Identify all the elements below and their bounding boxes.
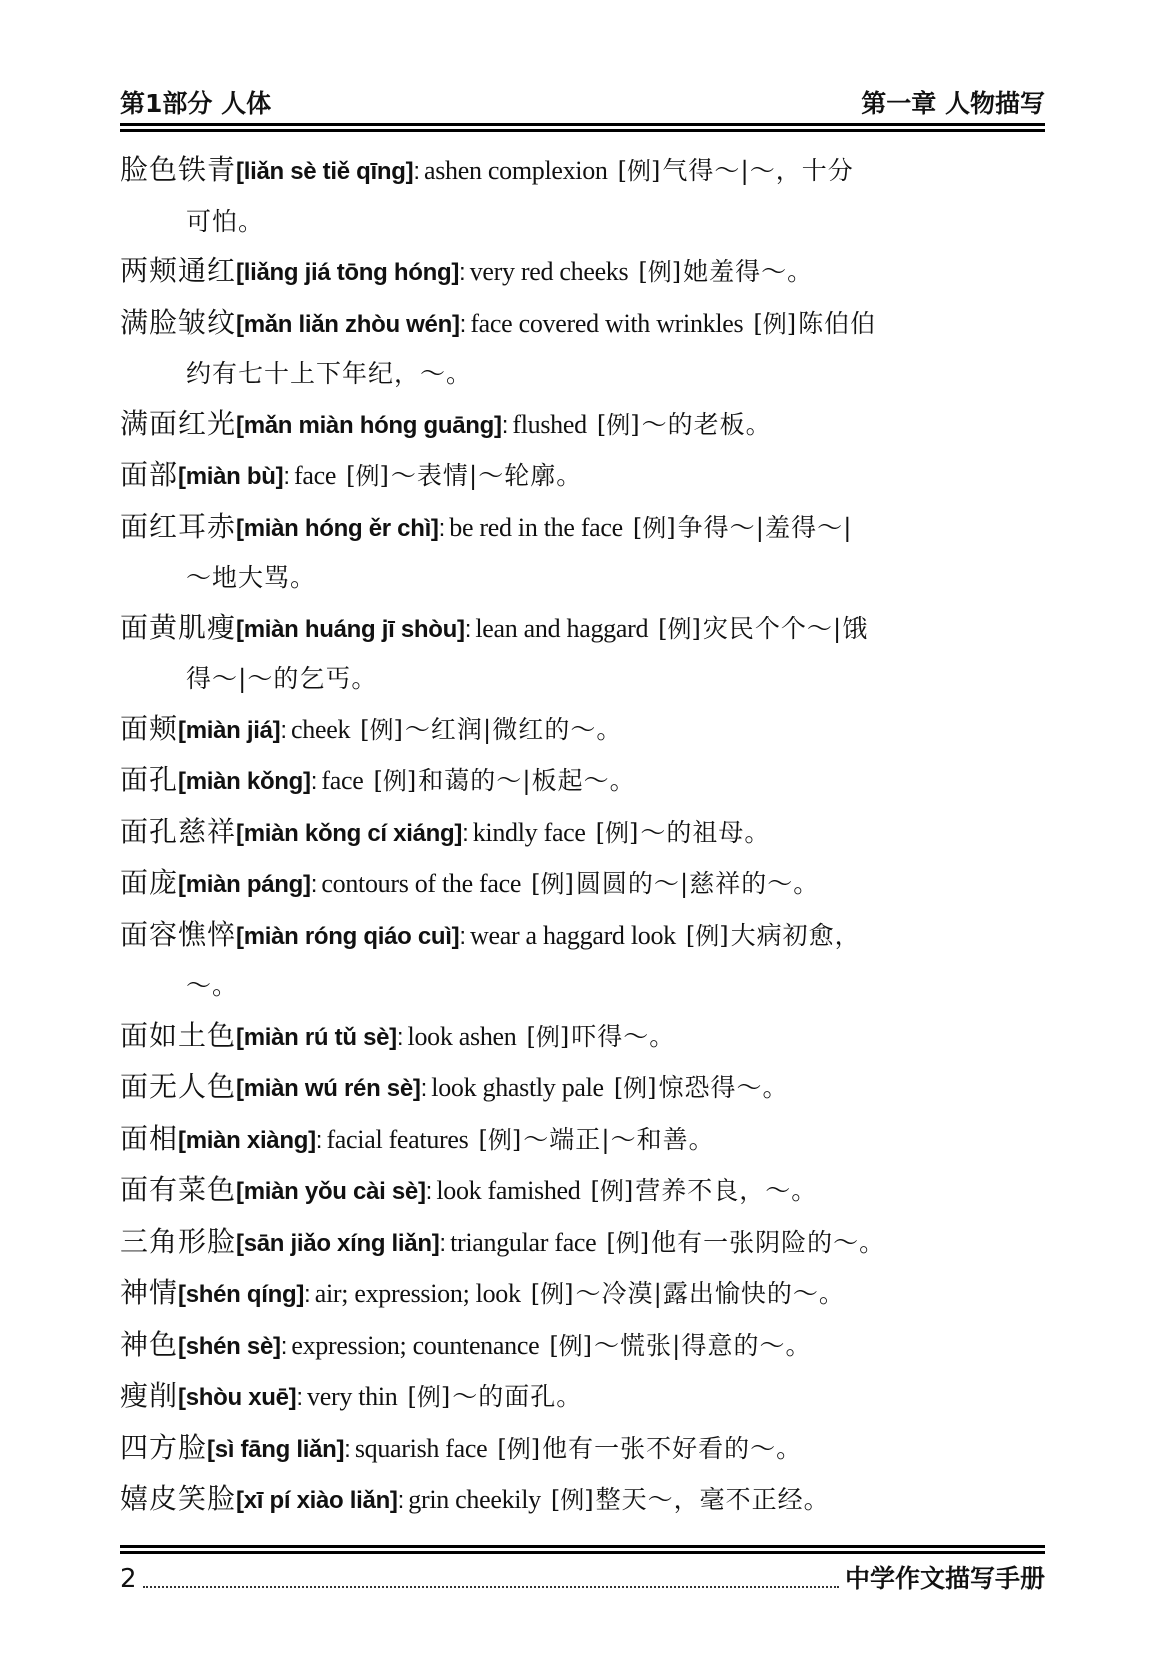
example-label: [例] bbox=[530, 1280, 574, 1308]
entry-headword: 面黄肌瘦 bbox=[120, 610, 237, 644]
example-label: [例] bbox=[606, 1228, 650, 1257]
entry-gloss: look ghastly pale bbox=[431, 1073, 604, 1102]
dictionary-entry bbox=[120, 603, 1045, 704]
entry-headword: 两颊通红 bbox=[120, 254, 237, 287]
dictionary-entry bbox=[120, 755, 1045, 807]
entry-pinyin: [mǎn miàn hóng guāng] bbox=[236, 411, 502, 439]
entry-gloss: ashen complexion bbox=[423, 156, 608, 185]
entry-example-continuation: 得～|～的乞丐。 bbox=[186, 664, 378, 693]
example-label: [例] bbox=[638, 258, 682, 286]
entry-headword: 面庞 bbox=[120, 866, 179, 899]
example-label: [例] bbox=[346, 462, 389, 490]
entry-colon: : bbox=[438, 514, 446, 542]
entry-headword: 脸色铁青 bbox=[120, 153, 237, 186]
entry-pinyin: [miàn yǒu cài sè] bbox=[236, 1178, 426, 1205]
entry-colon: : bbox=[459, 922, 467, 950]
entry-gloss: squarish face bbox=[354, 1433, 488, 1463]
example-label: [例] bbox=[590, 1177, 634, 1205]
dictionary-entry bbox=[120, 704, 1045, 756]
entry-colon: : bbox=[280, 1332, 288, 1360]
entry-example: ～的面孔。 bbox=[452, 1382, 583, 1411]
entry-gloss: grin cheekily bbox=[408, 1485, 541, 1514]
entry-example: 气得～|～，十分 bbox=[662, 156, 854, 185]
entry-pinyin: [miàn rú tǔ sè] bbox=[236, 1023, 397, 1051]
entry-colon: : bbox=[459, 310, 467, 338]
page-footer bbox=[120, 1558, 1045, 1594]
entry-gloss: look famished bbox=[436, 1176, 581, 1205]
entry-pinyin: [miàn hóng ěr chì] bbox=[236, 514, 439, 542]
entry-example: 他有一张阴险的～。 bbox=[651, 1227, 886, 1257]
example-label: [例] bbox=[478, 1125, 522, 1154]
entry-example: ～表情|～轮廓。 bbox=[390, 461, 583, 490]
entry-headword: 满脸皱纹 bbox=[120, 305, 237, 339]
entry-pinyin: [miàn huáng jī shòu] bbox=[236, 615, 465, 643]
example-label: [例] bbox=[658, 614, 701, 643]
entry-headword: 嬉皮笑脸 bbox=[120, 1482, 237, 1515]
entry-gloss: face bbox=[321, 766, 364, 795]
dictionary-entry bbox=[120, 450, 1045, 502]
entry-example: 整天～，毫不正经。 bbox=[595, 1485, 830, 1514]
entry-example: ～的祖母。 bbox=[640, 817, 771, 847]
entry-example: 惊恐得～。 bbox=[658, 1073, 789, 1102]
dictionary-entry bbox=[120, 1165, 1045, 1217]
example-label: [例] bbox=[550, 1486, 594, 1514]
entry-example: 陈伯伯 bbox=[798, 308, 877, 338]
dictionary-entry bbox=[120, 1474, 1045, 1526]
entry-gloss: contours of the face bbox=[321, 869, 522, 898]
entry-example-continuation: ～。 bbox=[186, 971, 239, 1000]
entry-colon: : bbox=[413, 158, 420, 185]
dictionary-entry bbox=[120, 1371, 1045, 1423]
example-label: [例] bbox=[685, 921, 729, 950]
entry-headword: 满面红光 bbox=[120, 406, 237, 440]
example-label: [例] bbox=[617, 157, 661, 185]
example-label: [例] bbox=[531, 870, 574, 898]
entry-pinyin: [miàn wú rén sè] bbox=[236, 1075, 421, 1102]
page-number: 2 bbox=[120, 1564, 137, 1594]
entry-colon: : bbox=[464, 615, 472, 643]
example-label: [例] bbox=[595, 818, 639, 847]
entry-example-continuation: 可怕。 bbox=[186, 206, 265, 236]
entry-pinyin: [shén sè] bbox=[178, 1332, 281, 1360]
entry-example: 大病初愈， bbox=[730, 920, 861, 950]
entry-pinyin: [miàn kǒng] bbox=[178, 768, 311, 795]
entry-colon: : bbox=[462, 819, 469, 847]
example-label: [例] bbox=[753, 309, 797, 338]
entry-pinyin: [miàn xiàng] bbox=[178, 1126, 316, 1154]
entry-colon: : bbox=[425, 1178, 433, 1205]
entry-gloss: very thin bbox=[307, 1382, 398, 1411]
entry-gloss: facial features bbox=[326, 1124, 469, 1154]
dictionary-entry bbox=[120, 1423, 1045, 1475]
entry-example: 她羞得～。 bbox=[683, 257, 814, 286]
entry-colon: : bbox=[397, 1487, 405, 1514]
entry-colon: : bbox=[439, 1229, 447, 1257]
example-label: [例] bbox=[526, 1022, 570, 1051]
entry-headword: 面如土色 bbox=[120, 1018, 237, 1052]
dotted-leader bbox=[143, 1586, 839, 1588]
entry-pinyin: [miàn jiá] bbox=[178, 716, 281, 744]
entry-colon: : bbox=[310, 768, 318, 795]
entry-colon: : bbox=[501, 411, 509, 439]
entry-example: ～的老板。 bbox=[641, 409, 772, 439]
dictionary-entry bbox=[120, 502, 1045, 603]
entry-gloss: face covered with wrinkles bbox=[470, 308, 744, 338]
entry-colon: : bbox=[420, 1075, 428, 1102]
entry-pinyin: [sì fāng liǎn] bbox=[207, 1435, 345, 1463]
entry-gloss: flushed bbox=[512, 409, 587, 439]
dictionary-entry bbox=[120, 858, 1045, 910]
entry-gloss: very red cheeks bbox=[469, 257, 629, 286]
entry-pinyin: [liǎn sè tiě qīng] bbox=[236, 158, 414, 185]
entry-colon: : bbox=[315, 1126, 323, 1154]
entry-example: ～慌张|得意的～。 bbox=[594, 1330, 812, 1360]
dictionary-entry bbox=[120, 1114, 1045, 1166]
example-label: [例] bbox=[360, 715, 403, 744]
example-label: [例] bbox=[373, 767, 417, 795]
entry-headword: 面无人色 bbox=[120, 1070, 237, 1103]
entry-colon: : bbox=[283, 463, 290, 490]
header-rule bbox=[120, 123, 1045, 132]
entry-gloss: look ashen bbox=[407, 1021, 517, 1051]
entry-example: 吓得～。 bbox=[571, 1021, 676, 1051]
entry-colon: : bbox=[310, 871, 318, 898]
entry-gloss: triangular face bbox=[450, 1227, 597, 1257]
entry-headword: 面有菜色 bbox=[120, 1173, 237, 1206]
entry-pinyin: [miàn róng qiáo cuì] bbox=[236, 922, 460, 950]
entry-example: 争得～|羞得～| bbox=[677, 512, 853, 542]
entry-example: 他有一张不好看的～。 bbox=[542, 1433, 803, 1463]
entry-pinyin: [miàn páng] bbox=[178, 871, 311, 898]
entry-example: 营养不良，～。 bbox=[635, 1176, 818, 1205]
entry-headword: 面孔 bbox=[120, 763, 179, 796]
dictionary-entry bbox=[120, 399, 1045, 451]
example-label: [例] bbox=[407, 1383, 451, 1411]
dictionary-entry bbox=[120, 1217, 1045, 1269]
entry-gloss: lean and haggard bbox=[475, 613, 649, 643]
dictionary-entry bbox=[120, 298, 1045, 399]
entry-gloss: expression; countenance bbox=[291, 1330, 540, 1360]
dictionary-entry bbox=[120, 807, 1045, 859]
entry-headword: 三角形脸 bbox=[120, 1224, 237, 1258]
entry-example: 和蔼的～|板起～。 bbox=[418, 766, 636, 795]
entry-colon: : bbox=[459, 259, 466, 286]
example-label: [例] bbox=[497, 1434, 541, 1463]
entry-example-continuation: 约有七十上下年纪，～。 bbox=[186, 359, 473, 388]
page-header bbox=[120, 80, 1045, 120]
entry-colon: : bbox=[304, 1281, 311, 1308]
example-label: [例] bbox=[549, 1331, 593, 1360]
entry-headword: 面孔慈祥 bbox=[120, 814, 237, 848]
entry-colon: : bbox=[344, 1435, 351, 1463]
entry-headword: 四方脸 bbox=[120, 1430, 208, 1464]
entry-colon: : bbox=[396, 1023, 404, 1051]
book-title: 中学作文描写手册 bbox=[844, 1564, 1045, 1593]
section-title: 第1部分 人体 bbox=[120, 89, 272, 118]
entry-pinyin: [miàn bù] bbox=[178, 463, 284, 490]
entry-gloss: be red in the face bbox=[449, 512, 623, 542]
dictionary-entries bbox=[120, 145, 1045, 1526]
entry-headword: 面颊 bbox=[120, 711, 179, 745]
footer-rule bbox=[120, 1545, 1045, 1554]
entry-example: 圆圆的～|慈祥的～。 bbox=[575, 869, 820, 898]
dictionary-entry bbox=[120, 1268, 1045, 1320]
entry-colon: : bbox=[280, 716, 288, 744]
dictionary-entry bbox=[120, 910, 1045, 1011]
entry-headword: 面相 bbox=[120, 1121, 179, 1155]
entry-pinyin: [shén qíng] bbox=[178, 1281, 305, 1308]
entry-example: ～冷漠|露出愉快的～。 bbox=[575, 1279, 845, 1308]
entry-example: 灾民个个～|饿 bbox=[702, 613, 869, 643]
entry-headword: 面部 bbox=[120, 458, 179, 491]
entry-example-continuation: ～地大骂。 bbox=[186, 563, 317, 592]
dictionary-entry bbox=[120, 1011, 1045, 1063]
example-label: [例] bbox=[613, 1074, 657, 1102]
entry-pinyin: [mǎn liǎn zhòu wén] bbox=[236, 310, 460, 338]
entry-headword: 面容憔悴 bbox=[120, 917, 237, 951]
entry-headword: 面红耳赤 bbox=[120, 509, 237, 543]
dictionary-entry bbox=[120, 1062, 1045, 1114]
dictionary-entry bbox=[120, 1320, 1045, 1372]
entry-headword: 瘦削 bbox=[120, 1379, 179, 1412]
entry-example: ～红润|微红的～。 bbox=[404, 714, 623, 744]
dictionary-entry bbox=[120, 246, 1045, 298]
entry-pinyin: [liǎng jiá tōng hóng] bbox=[236, 259, 460, 286]
entry-gloss: cheek bbox=[291, 714, 351, 744]
entry-pinyin: [miàn kǒng cí xiáng] bbox=[236, 819, 463, 847]
entry-gloss: face bbox=[293, 461, 337, 490]
entry-headword: 神色 bbox=[120, 1327, 179, 1361]
chapter-title: 第一章 人物描写 bbox=[861, 89, 1045, 118]
example-label: [例] bbox=[596, 410, 640, 439]
entry-headword: 神情 bbox=[120, 1276, 179, 1309]
entry-colon: : bbox=[296, 1384, 304, 1411]
entry-pinyin: [shòu xuē] bbox=[178, 1384, 297, 1411]
entry-gloss: wear a haggard look bbox=[470, 920, 676, 950]
entry-pinyin: [sān jiǎo xíng liǎn] bbox=[236, 1229, 440, 1257]
entry-pinyin: [xī pí xiào liǎn] bbox=[236, 1487, 398, 1514]
dictionary-entry bbox=[120, 145, 1045, 246]
entry-gloss: kindly face bbox=[472, 817, 586, 847]
example-label: [例] bbox=[632, 513, 676, 542]
entry-example: ～端正|～和善。 bbox=[523, 1124, 715, 1154]
entry-gloss: air; expression; look bbox=[314, 1279, 521, 1308]
